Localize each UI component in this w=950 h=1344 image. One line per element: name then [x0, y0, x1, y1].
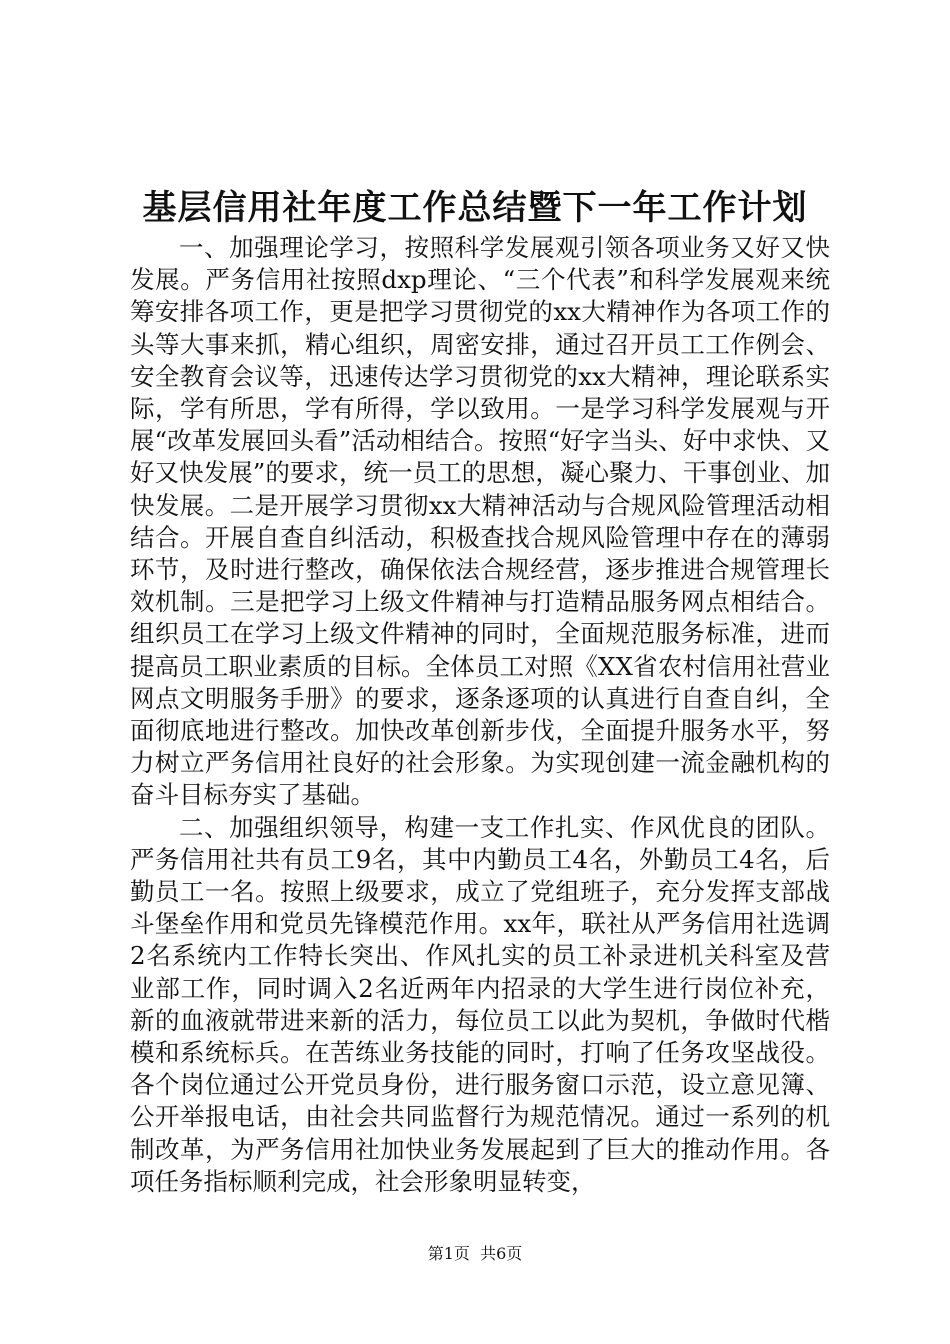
document-title: 基层信用社年度工作总结暨下一年工作计划 [142, 188, 808, 228]
paragraph-2: 二、加强组织领导，构建一支工作扎实、作风优良的团队。严务信用社共有员工9名，其中内勤员工4名，外勤员工4名，后勤员工一名。按照上级要求，成立了党组班子，充分发挥支部战斗堡垒作用和党员先锋模范作用。xx年，联社从严务信用社选调2名系统内工作特长突出、作风扎实的员工补录进机关科室及营业部工作，同时调入2名近两年内招录的大学生进行岗位补充，新的血液就带进来新的活力，每位员工以此为契机，争做时代楷模和系统标兵。在苦练业务技能的同时，打响了任务攻坚战役。各个岗位通过公开党员身份，进行服务窗口示范，设立意见簿、公开举报电话，由社会共同监督行为规范情况。通过一系列的机制改革，为严务信用社加快业务发展起到了巨大的推动作用。各项任务指标顺利完成，社会形象明显转变， [130, 812, 830, 1196]
page-number-footer: 第1页 共6页 [427, 1244, 523, 1263]
paragraph-1: 一、加强理论学习，按照科学发展观引领各项业务又好又快发展。严务信用社按照dxp理论、“三个代表”和科学发展观来统筹安排各项工作，更是把学习贯彻党的xx大精神作为各项工作的头等大事来抓，精心组织，周密安排，通过召开员工工作例会、安全教育会议等，迅速传达学习贯彻党的xx大精神，理论联系实际，学有所思，学有所得，学以致用。一是学习科学发展观与开展“改革发展回头看”活动相结合。按照“好字当头、好中求快、又好又快发展”的要求，统一员工的思想，凝心聚力、干事创业、加快发展。二是开展学习贯彻xx大精神活动与合规风险管理活动相结合。开展自查自纠活动，积极查找合规风险管理中存在的薄弱环节，及时进行整改，确保依法合规经营，逐步推进合规管理长效机制。三是把学习上级文件精神与打造精品服务网点相结合。组织员工在学习上级文件精神的同时，全面规范服务标准，进而提高员工职业素质的目标。全体员工对照《XX省农村信用社营业网点文明服务手册》的要求，逐条逐项的认真进行自查自纠，全面彻底地进行整改。加快改革创新步伐，全面提升服务水平，努力树立严务信用社良好的社会形象。为实现创建一流金融机构的奋斗目标夯实了基础。 [130, 233, 830, 810]
document-body [130, 232, 830, 1198]
